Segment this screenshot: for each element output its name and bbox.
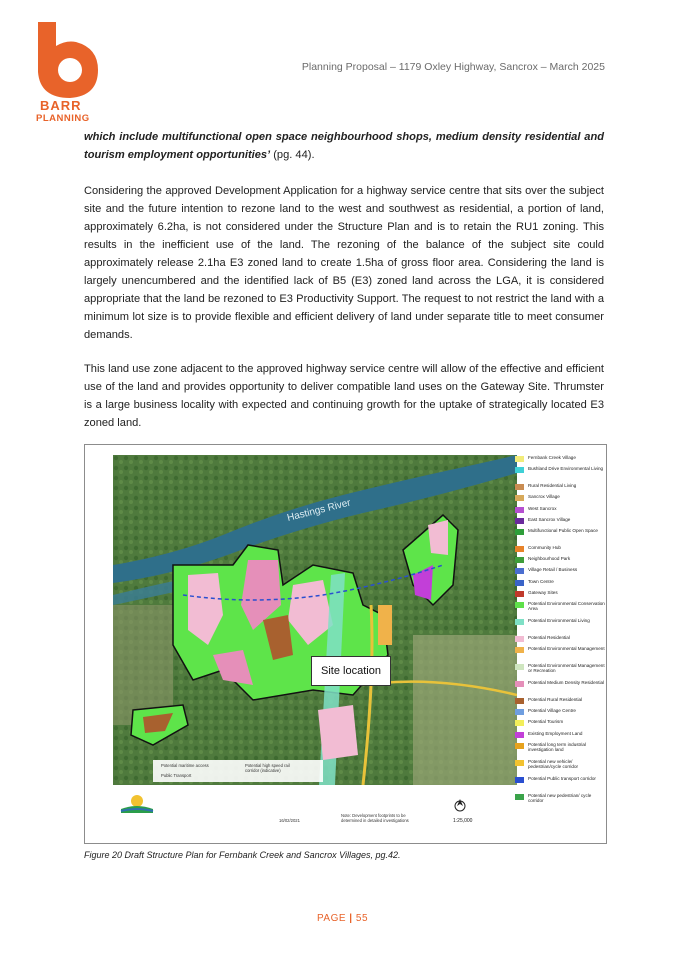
- legend-maritime-access: Potential maritime access: [161, 763, 209, 768]
- legend-label: Fernbank Creek Village: [528, 455, 576, 460]
- legend-label: Potential Medium Density Residential: [528, 680, 605, 686]
- legend-swatch: [515, 529, 524, 535]
- aerial-map-graphic: [113, 455, 517, 785]
- legend-item: [515, 618, 605, 635]
- legend-item: [515, 680, 605, 697]
- legend-item: [515, 697, 605, 708]
- paragraph-development-application: Considering the approved Development Application for a highway service centre that sits over the subject site and the future intention to rezone land to the west and southwest as residential, a portion of land, approximately 6.2ha, is not considered under the Structure Plan and is to retain the RU1 zoning. This results in the inefficient use of the land. The rezoning of the balance of the subject site could approximately release 2.1ha E3 zoned land to create 1.5ha of gross floor area. Considering the land is largely unencumbered and the identified lack of B5 (E3) zoned land across the LGA, it is considered appropriate that the land be rezoned to E3 Productivity Support. The request to not restrict the land with a minimum lot size is to provide flexible and efficient delivery of land under separate title to meet consumer demands.: [84, 185, 604, 341]
- legend-item: [515, 556, 605, 567]
- legend-label: Village Retail / Business: [528, 567, 578, 573]
- legend-swatch: [515, 557, 524, 563]
- legend-swatch: [515, 760, 524, 766]
- legend-label: Potential Environmental Management or Recreation: [528, 663, 605, 674]
- legend-swatch: [515, 732, 524, 738]
- legend-item: [515, 731, 605, 742]
- page-number: 55: [355, 913, 369, 924]
- paragraph-quote: [84, 128, 604, 164]
- legend-item: [515, 635, 605, 646]
- legend-item: [515, 528, 605, 545]
- quote-italic-text: which include multifunctional open space neighbourhood shops, medium density residential and tourism employment opportunities’: [84, 131, 604, 161]
- legend-item: [515, 579, 605, 590]
- legend-item: [515, 466, 605, 483]
- legend-item: [515, 601, 605, 618]
- legend-item: [515, 742, 605, 759]
- north-arrow-icon: [454, 798, 466, 812]
- legend-label: Potential Tourism: [528, 719, 564, 725]
- legend-item: [515, 545, 605, 556]
- page-separator: |: [349, 913, 353, 924]
- legend-high-speed-rail: Potential high speed rail corridor (indicative): [245, 763, 290, 773]
- legend-swatch: [515, 664, 524, 670]
- legend-label: Bushland Drive Environmental Living: [528, 466, 604, 472]
- legend-label: Potential Residential: [528, 634, 570, 640]
- legend-label: Existing Employment Land: [528, 730, 583, 736]
- legend-swatch: [515, 456, 524, 462]
- legend-item: [515, 708, 605, 719]
- legend-item: [515, 719, 605, 730]
- legend-label: Rural Residential Living: [528, 483, 577, 489]
- map-date: 16/02/2021: [279, 818, 300, 823]
- legend-label: West Sancrox: [528, 505, 557, 511]
- logo-word-barr: BARR: [40, 98, 82, 113]
- legend-item: [515, 646, 605, 663]
- legend-item: [515, 506, 605, 517]
- legend-label: Neighbourhood Park: [528, 556, 571, 562]
- legend-swatch: [515, 518, 524, 524]
- legend-swatch: [515, 647, 524, 653]
- legend-swatch: [515, 484, 524, 490]
- legend-label: Potential Public transport corridor: [528, 775, 596, 781]
- legend-item: [515, 494, 605, 505]
- legend-item: [515, 663, 605, 680]
- legend-swatch: [515, 580, 524, 586]
- legend-public-transport: Public Transport: [161, 773, 192, 778]
- legend-item: [515, 776, 605, 793]
- page-footer: [0, 913, 685, 924]
- legend-item: [515, 590, 605, 601]
- legend-label: East Sancrox Village: [528, 516, 571, 522]
- map-scale: 1:25,000: [453, 818, 473, 824]
- legend-swatch: [515, 546, 524, 552]
- structure-plan-figure: [84, 444, 607, 844]
- figure-caption: Figure 20 Draft Structure Plan for Fernbank Creek and Sancrox Villages, pg.42.: [84, 850, 401, 860]
- legend-label: Multifunctional Public Open Space: [528, 527, 598, 533]
- legend-swatch: [515, 698, 524, 704]
- legend-label: Potential Village Centre: [528, 708, 576, 714]
- legend-label: Gateway Sites: [528, 589, 558, 595]
- legend-swatch: [515, 467, 524, 473]
- structure-plan-map: [113, 455, 517, 785]
- legend-item: [515, 567, 605, 578]
- legend-item: [515, 517, 605, 528]
- legend-swatch: [515, 636, 524, 642]
- barr-logo-mark-icon: [30, 18, 104, 100]
- legend-swatch: [515, 602, 524, 608]
- barr-planning-logo: [30, 18, 104, 128]
- legend-label: Potential long term industrial investigation land: [528, 741, 586, 753]
- council-logo-icon: [117, 791, 157, 815]
- river-label: Hastings River: [286, 497, 352, 524]
- legend-swatch: [515, 743, 524, 749]
- legend-label: Community Hub: [528, 544, 561, 550]
- legend-swatch: [515, 568, 524, 574]
- legend-item: [515, 759, 605, 776]
- legend-item: [515, 483, 605, 494]
- legend-label: Potential new vehicle/ pedestrian/cycle corridor: [528, 758, 579, 770]
- legend-label: Potential Environmental Living: [528, 617, 590, 623]
- paragraph-land-use-zone: This land use zone adjacent to the approved highway service centre will allow of the effective and efficient use of the land and provides opportunity to deliver compatible land uses on the Gateway Site. Thrumster is a large business locality with expected and continuing growth for the uptake of strategically located E3 zoned land.: [84, 363, 604, 429]
- map-footer: [113, 785, 517, 841]
- legend-swatch: [515, 507, 524, 513]
- legend-label: Town Centre: [528, 578, 554, 584]
- legend-swatch: [515, 681, 524, 687]
- legend-swatch: [515, 777, 524, 783]
- legend-swatch: [515, 720, 524, 726]
- logo-word-planning: PLANNING: [36, 113, 90, 124]
- legend-swatch: [515, 709, 524, 715]
- quote-reference: (pg. 44).: [270, 149, 315, 161]
- legend-swatch: [515, 591, 524, 597]
- legend-item: [515, 793, 605, 810]
- legend-label: Potential new pedestrian/ cycle corridor: [528, 792, 592, 804]
- page-label: PAGE: [316, 913, 347, 924]
- map-note: Note: Development footprints to be determined in detailed investigations: [341, 813, 409, 823]
- legend-item: [515, 455, 605, 466]
- legend-label: Potential Rural Residential: [528, 697, 583, 703]
- legend-label: Sancrox Village: [528, 494, 560, 500]
- legend-swatch: [515, 794, 524, 800]
- legend-swatch: [515, 495, 524, 501]
- document-header: Planning Proposal – 1179 Oxley Highway, Sancrox – March 2025: [301, 61, 605, 73]
- legend-label: Potential Environmental Conservation Area: [528, 600, 605, 612]
- site-location-label: Site location: [311, 656, 391, 686]
- map-legend: [515, 455, 605, 810]
- legend-label: Potential Environmental Management: [528, 646, 605, 652]
- legend-swatch: [515, 619, 524, 625]
